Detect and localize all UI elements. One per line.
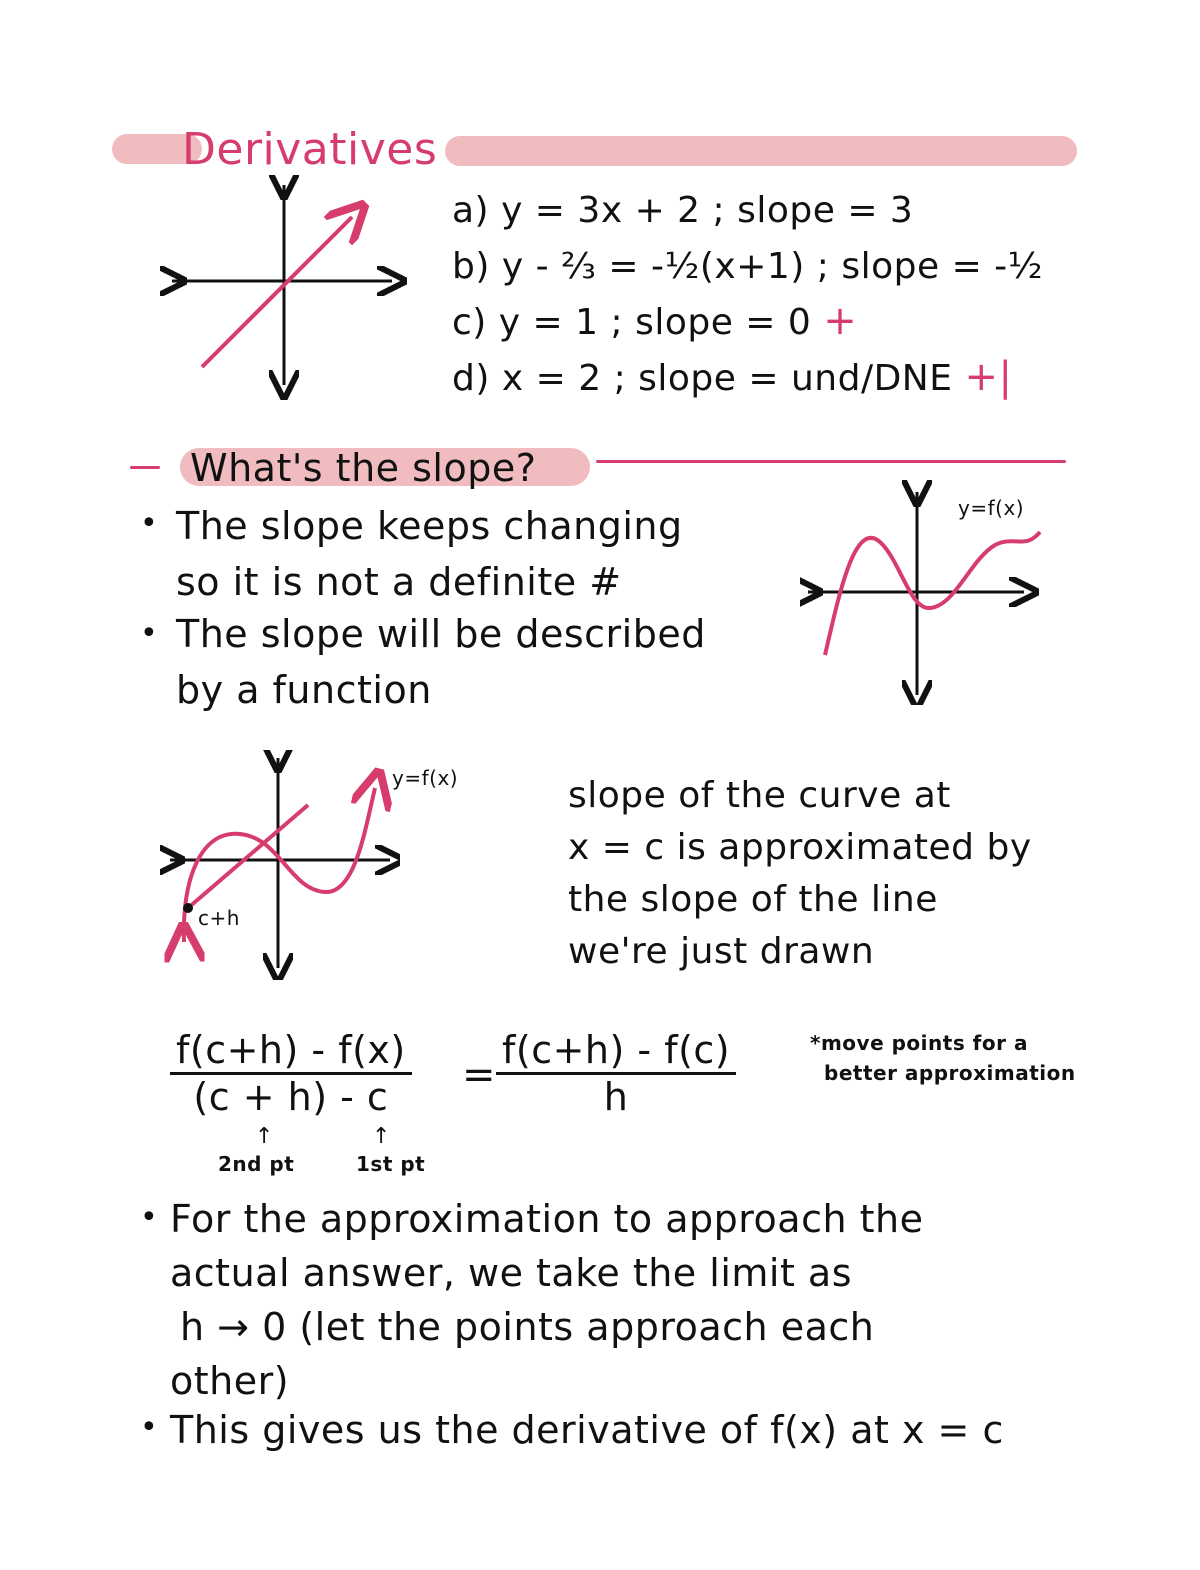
equation-c [452,294,1043,350]
left-denominator: (c + h) - c [170,1072,412,1119]
secant-point-label: c+h [198,906,240,930]
equation-label: c) [452,302,487,343]
section-rule-left [130,466,160,469]
bullet-1 [176,498,683,610]
note-line2: better approximation [824,1061,1076,1085]
right-denominator: h [496,1072,736,1119]
secant-point [183,903,193,913]
equation-label: d) [452,358,490,399]
conclusion-line: For the approximation to approach the [170,1197,924,1241]
first-point-label: 1st pt [356,1152,426,1176]
bullet-1-line1: The slope keeps changing [176,504,683,548]
bullet-dot: • [140,1410,158,1445]
bullet-dot: • [140,506,158,541]
description-line: x = c is approximated by [568,827,1032,868]
secant-description [568,770,1032,978]
equation-text: y = 3x + 2 ; slope = 3 [501,190,914,231]
secant-graph [160,750,400,980]
linear-line [202,217,352,367]
description-line: slope of the curve at [568,775,951,816]
equation-d [452,350,1043,406]
bullet-2-line1: The slope will be described [176,612,706,656]
conclusion-bullet-1 [170,1192,924,1408]
bullet-2-line2: by a function [176,668,432,712]
bullet-2 [176,606,706,718]
bullet-dot: • [140,1200,158,1235]
curve-graph-label: y=f(x) [958,496,1025,520]
note-line1: *move points for a [810,1031,1028,1055]
secant-line [188,805,308,908]
bullet-dot: • [140,616,158,651]
section-title: What's the slope? [190,446,537,490]
left-fraction [170,1028,412,1119]
description-line: the slope of the line [568,879,938,920]
equation-label: b) [452,246,490,287]
section-rule-right [596,460,1066,463]
title-highlight-right [445,136,1077,166]
left-numerator: f(c+h) - f(x) [176,1028,406,1072]
arrow-up-icon: ↑ [255,1124,274,1149]
equation-b [452,238,1043,294]
right-numerator: f(c+h) - f(c) [502,1028,731,1072]
equation-text: x = 2 ; slope = und/DNE [501,358,953,399]
equals-sign: = [462,1052,497,1098]
second-point-label: 2nd pt [218,1152,295,1176]
secant-graph-label: y=f(x) [392,766,459,790]
equation-mark: +| [964,354,1013,400]
conclusion-line: h → 0 (let the points approach each [180,1305,875,1349]
equation-mark: + [823,298,858,344]
equation-label: a) [452,190,490,231]
linear-graph [160,175,410,400]
equation-text: y = 1 ; slope = 0 [498,302,812,343]
arrow-up-icon: ↑ [372,1124,391,1149]
conclusion-line: actual answer, we take the limit as [170,1251,853,1295]
approximation-note [810,1028,1076,1088]
equation-a [452,182,1043,238]
conclusion-line: other) [170,1359,290,1403]
bullet-1-line2: so it is not a definite # [176,560,622,604]
equation-text: y - ⅔ = -½(x+1) ; slope = -½ [501,246,1044,287]
right-fraction [496,1028,736,1119]
equation-list [452,182,1043,406]
page-title: Derivatives [182,124,438,175]
conclusion-bullet-2: This gives us the derivative of f(x) at x = c [170,1408,1004,1452]
description-line: we're just drawn [568,931,875,972]
